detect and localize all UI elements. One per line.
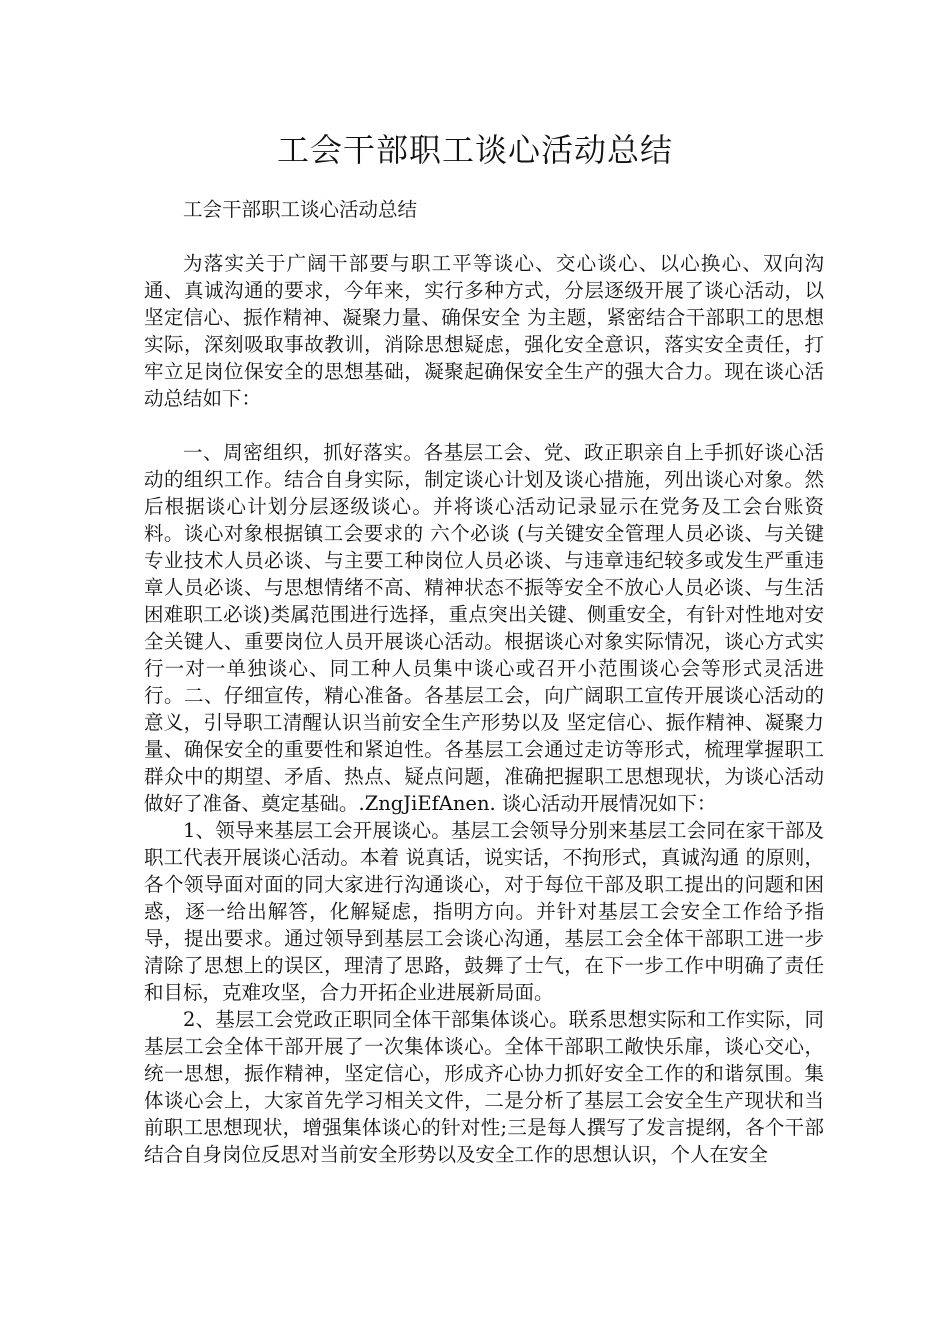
paragraph-item-two: 2、基层工会党政正职同全体干部集体谈心。联系思想实际和工作实际，同基层工会全体干部开展了一次集体谈心。全体干部职工敞快乐扉，谈心交心，统一思想，振作精神，坚定信心，形成齐心协力抓好安全工作的和谐氛围。集体谈心会上，大家首先学习相关文件，二是分析了基层工会安全生产现状和当前职工思想现状，增强集体谈心的针对性;三是每人撰写了发言提纲，各个干部结合自身岗位反思对当前安全形势以及安全工作的思想认识，个人在安全 (144, 1008, 824, 1166)
document-title: 工会干部职工谈心活动总结 (276, 131, 673, 169)
document-subtitle: 工会干部职工谈心活动总结 (183, 198, 418, 221)
paragraph-intro: 为落实关于广阔干部要与职工平等谈心、交心谈心、以心换心、双向沟通、真诚沟通的要求，今年来，实行多种方式，分层逐级开展了谈心活动，以 坚定信心、振作精神、凝聚力量、确保安全 为主题，紧密结合干部职工的思想实际，深刻吸取事故教训，消除思想疑虑，强化安全意识，落实安全责任，打牢立足岗位保安全的思想基础，凝聚起确保安全生产的强大合力。现在谈心活动总结如下： (144, 252, 824, 410)
document-body (144, 196, 824, 1168)
paragraph-item-one: 1、领导来基层工会开展谈心。基层工会领导分别来基层工会同在家干部及职工代表开展谈心活动。本着 说真话，说实话，不拘形式，真诚沟通 的原则，各个领导面对面的同大家进行沟通谈心，对于每位干部及职工提出的问题和困惑，逐一给出解答，化解疑虑，指明方向。并针对基层工会安全工作给予指导，提出要求。通过领导到基层工会谈心沟通，基层工会全体干部职工进一步清除了思想上的误区，理清了思路，鼓舞了士气，在下一步工作中明确了责任和目标，克难攻坚，合力开拓企业进展新局面。 (144, 819, 824, 1004)
paragraph-section-one: 一、周密组织，抓好落实。各基层工会、党、政正职亲自上手抓好谈心活动的组织工作。结合自身实际，制定谈心计划及谈心措施，列出谈心对象。然后根据谈心计划分层逐级谈心。并将谈心活动记录显示在党务及工会台账资料。谈心对象根据镇工会要求的 六个必谈 (与关键安全管理人员必谈、与关键专业技术人员必谈、与主要工种岗位人员必谈、与违章违纪较多或发生严重违章人员必谈、与思想情绪不高、精神状态不振等安全不放心人员必谈、与生活困难职工必谈)类属范围进行选择，重点突出关键、侧重安全，有针对性地对安全关键人、重要岗位人员开展谈心活动。根据谈心对象实际情况，谈心方式实行一对一单独谈心、同工种人员集中谈心或召开小范围谈心会等形式灵活进行。二、仔细宣传，精心准备。各基层工会，向广阔职工宣传开展谈心活动的意义，引导职工清醒认识当前安全生产形势以及 坚定信心、振作精神、凝聚力量、确保安全的重要性和紧迫性。各基层工会通过走访等形式，梳理掌握职工群众中的期望、矛盾、热点、疑点问题，准确把握职工思想现状，为谈心活动做好了准备、奠定基础。.ZngJiEfAnen. 谈心活动开展情况如下： (144, 441, 824, 815)
